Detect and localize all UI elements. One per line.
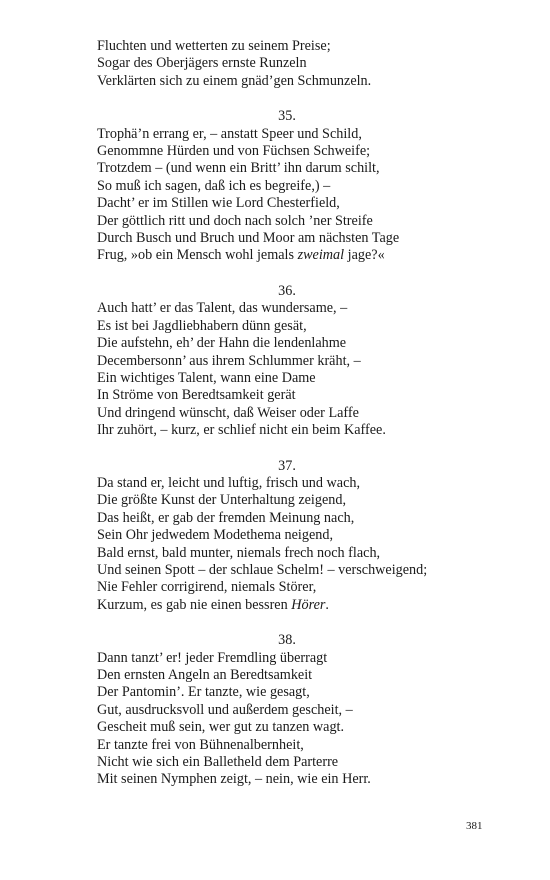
verse-line: Ihr zuhört, – kurz, er schlief nicht ein beim Kaffee.	[97, 422, 386, 439]
stanza-37	[97, 458, 497, 615]
stanza-number: 37.	[278, 457, 296, 474]
verse-line: Auch hatt’ er das Talent, das wundersame, –	[97, 300, 348, 317]
stanza-38	[97, 632, 497, 789]
page-number: 381	[466, 820, 483, 832]
stanza-number: 36.	[278, 282, 296, 299]
intro-lines	[97, 38, 497, 90]
verse-line: Er tanzte frei von Bühnenalbernheit,	[97, 736, 304, 753]
stanza-36	[97, 283, 497, 440]
verse-line: In Ströme von Beredtsamkeit gerät	[97, 387, 296, 404]
verse-line: Bald ernst, bald munter, niemals frech noch flach,	[97, 544, 381, 561]
verse-line: Dann tanzt’ er! jeder Fremdling überragt	[97, 649, 328, 666]
stanza-number: 38.	[278, 632, 296, 649]
verse-line: Verklärten sich zu einem gnäd’gen Schmunzeln.	[97, 72, 372, 89]
verse-line: Sein Ohr jedwedem Modethema neigend,	[97, 527, 333, 544]
verse-text: jage?«	[344, 247, 385, 264]
verse-line: Dacht’ er im Stillen wie Lord Chesterfield,	[97, 195, 340, 212]
verse-line: Das heißt, er gab der fremden Meinung nach,	[97, 509, 355, 526]
verse-text: Kurzum, es gab nie einen bessren	[97, 596, 292, 613]
verse-line: Gescheit muß sein, wer gut zu tanzen wagt.	[97, 719, 345, 736]
verse-text: Frug, »ob ein Mensch wohl jemals	[97, 247, 298, 264]
verse-line: Gut, ausdrucksvoll und außerdem gescheit, –	[97, 701, 353, 718]
verse-line: Die größte Kunst der Unterhaltung zeigend,	[97, 492, 346, 509]
verse-line: Durch Busch und Bruch und Moor am nächsten Tage	[97, 230, 400, 247]
verse-line: Es ist bei Jagdliebhabern dünn gesät,	[97, 317, 307, 334]
verse-line: Genommne Hürden und von Füchsen Schweife;	[97, 143, 371, 160]
stanza-number: 35.	[278, 108, 296, 125]
verse-line	[97, 597, 497, 614]
verse-line: Sogar des Oberjägers ernste Runzeln	[97, 55, 307, 72]
verse-line: Mit seinen Nymphen zeigt, – nein, wie ein Herr.	[97, 771, 371, 788]
page-body	[97, 38, 497, 789]
verse-line: So muß ich sagen, daß ich es begreife,) –	[97, 177, 331, 194]
verse-line: Nicht wie sich ein Balletheld dem Parterre	[97, 754, 339, 771]
verse-line: Den ernsten Angeln an Beredtsamkeit	[97, 667, 313, 683]
verse-line: Und dringend wünscht, daß Weiser oder Laffe	[97, 404, 359, 421]
emphasis-text: zweimal	[297, 247, 345, 264]
verse-line: Der göttlich ritt und doch nach solch ’ner Streife	[97, 212, 373, 229]
verse-line: Ein wichtiges Talent, wann eine Dame	[97, 369, 316, 386]
verse-line: Und seinen Spott – der schlaue Schelm! – verschweigend;	[97, 561, 428, 578]
verse-line: Trophä’n errang er, – anstatt Speer und Schild,	[97, 125, 362, 142]
verse-line	[97, 247, 497, 264]
verse-line: Fluchten und wetterten zu seinem Preise;	[97, 38, 331, 54]
verse-line: Nie Fehler corrigirend, niemals Störer,	[97, 579, 317, 596]
emphasis-text: Hörer	[291, 596, 326, 613]
verse-line: Trotzdem – (und wenn ein Britt’ ihn darum schilt,	[97, 160, 380, 177]
stanza-35	[97, 108, 497, 265]
verse-text: .	[325, 596, 329, 613]
verse-line: Da stand er, leicht und luftig, frisch und wach,	[97, 474, 361, 491]
verse-line: Die aufstehn, eh’ der Hahn die lendenlahme	[97, 335, 347, 352]
verse-line: Decembersonn’ aus ihrem Schlummer kräht, –	[97, 352, 361, 369]
verse-line: Der Pantomin’. Er tanzte, wie gesagt,	[97, 684, 310, 701]
